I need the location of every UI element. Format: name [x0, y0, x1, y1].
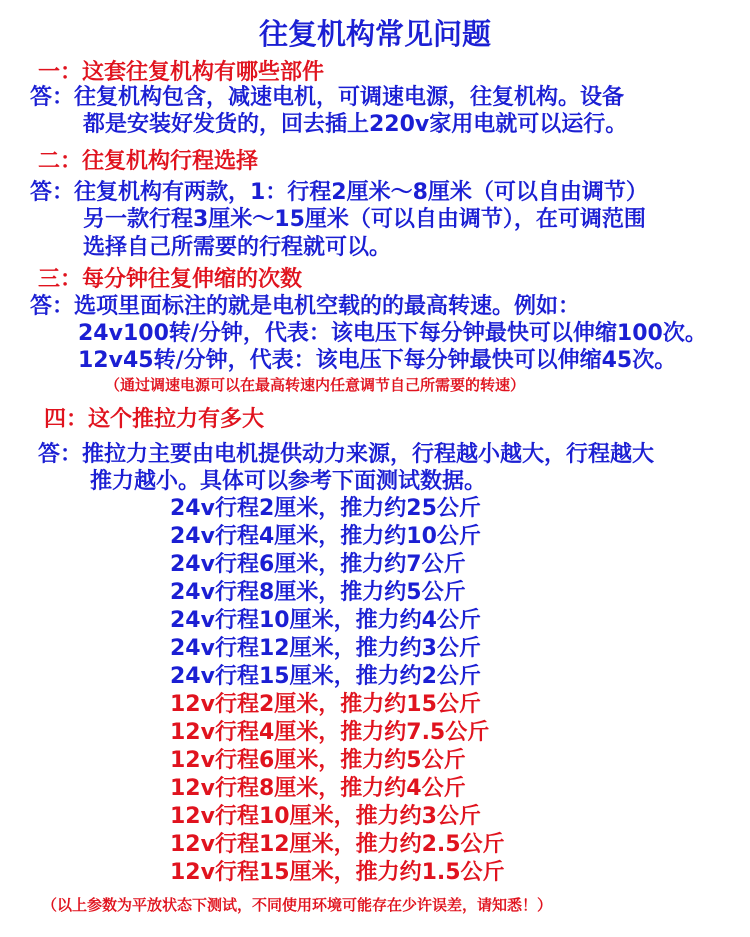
test-data-24v-row: 24v行程2厘米，推力约25公斤 [170, 496, 481, 521]
test-data-12v-row: 12v行程6厘米，推力约5公斤 [170, 748, 466, 773]
answer-4-line-1: 答：推拉力主要由电机提供动力来源，行程越小越大，行程越大 [38, 442, 655, 467]
question-3: 三：每分钟往复伸缩的次数 [38, 267, 303, 292]
test-data-24v-row: 24v行程15厘米，推力约2公斤 [170, 664, 481, 689]
question-2: 二：往复机构行程选择 [38, 149, 259, 174]
answer-2-line-3: 选择自己所需要的行程就可以。 [83, 235, 392, 260]
answer-2-line-1: 答：往复机构有两款，1：行程2厘米～8厘米（可以自由调节） [30, 180, 648, 205]
question-1: 一：这套往复机构有哪些部件 [38, 60, 325, 85]
test-data-24v-row: 24v行程12厘米，推力约3公斤 [170, 636, 481, 661]
answer-4-line-2: 推力越小。具体可以参考下面测试数据。 [90, 469, 487, 494]
test-data-24v-row: 24v行程4厘米，推力约10公斤 [170, 524, 481, 549]
answer-3-line-3: 12v45转/分钟，代表：该电压下每分钟最快可以伸缩45次。 [78, 348, 677, 373]
test-data-12v-row: 12v行程8厘米，推力约4公斤 [170, 776, 466, 801]
question-4: 四：这个推拉力有多大 [44, 407, 265, 432]
test-data-12v-row: 12v行程4厘米，推力约7.5公斤 [170, 720, 490, 745]
test-data-12v-row: 12v行程2厘米，推力约15公斤 [170, 692, 481, 717]
test-data-24v-row: 24v行程6厘米，推力约7公斤 [170, 552, 466, 577]
test-data-12v-row: 12v行程15厘米，推力约1.5公斤 [170, 860, 505, 885]
test-data-12v-row: 12v行程12厘米，推力约2.5公斤 [170, 832, 505, 857]
answer-2-line-2: 另一款行程3厘米～15厘米（可以自由调节），在可调范围 [83, 207, 646, 232]
page-title: 往复机构常见问题 [258, 17, 491, 51]
test-data-12v-row: 12v行程10厘米，推力约3公斤 [170, 804, 481, 829]
test-data-24v-row: 24v行程10厘米，推力约4公斤 [170, 608, 481, 633]
answer-3-note: （通过调速电源可以在最高转速内任意调节自己所需要的转速） [105, 376, 526, 394]
test-data-24v-row: 24v行程8厘米，推力约5公斤 [170, 580, 466, 605]
answer-3-line-2: 24v100转/分钟，代表：该电压下每分钟最快可以伸缩100次。 [78, 321, 707, 346]
footer-note: （以上参数为平放状态下测试，不同使用环境可能存在少许误差，请知悉！） [42, 896, 553, 914]
answer-1-line-2: 都是安装好发货的，回去插上220v家用电就可以运行。 [83, 112, 628, 137]
answer-1-line-1: 答：往复机构包含，减速电机，可调速电源，往复机构。设备 [30, 85, 625, 110]
answer-3-line-1: 答：选项里面标注的就是电机空载的的最高转速。例如： [30, 294, 581, 319]
